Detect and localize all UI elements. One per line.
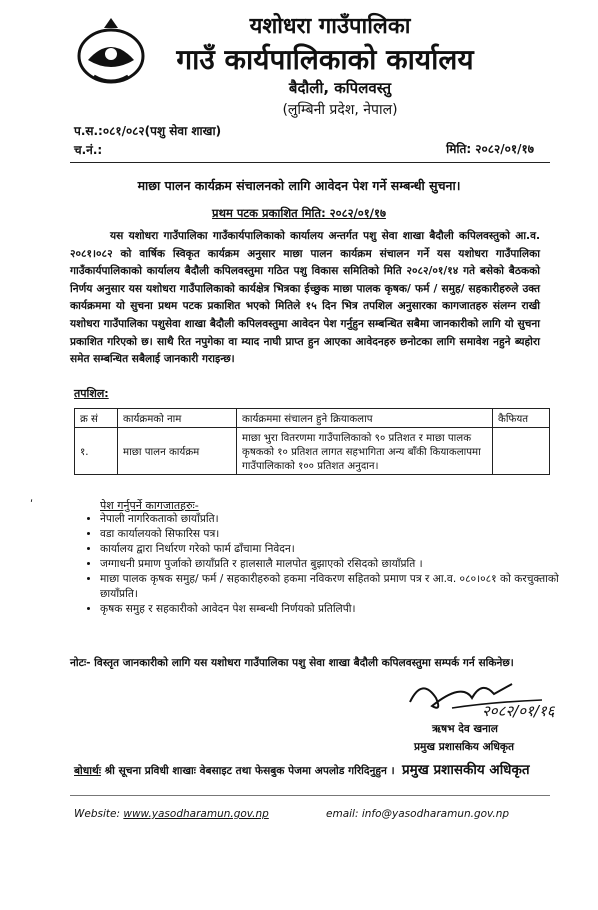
email-link[interactable]: info@yasodharamun.gov.np	[361, 808, 510, 820]
notice-subject: माछा पालन कार्यक्रम संचालनको लागि आवेदन पेश गर्ने सम्बन्धी सुचना।	[137, 178, 461, 193]
cell-serial: १.	[75, 428, 118, 475]
office-name: गाउँ कार्यपालिकाको कार्यालय	[176, 43, 474, 76]
col-activities: कार्यक्रममा संचालन हुने क्रियाकलाप	[237, 409, 493, 428]
cell-activities: माछा भुरा वितरणमा गाउँपालिकाको ९० प्रतिशत र माछा पालक कृषकको १० प्रतिशत लागत सहभागिता अन्य बाँकी कियाकलापमा गाउँपालिकाको १०० प्रतिशत अनुदान।	[237, 428, 493, 475]
office-location: बैदौली, कपिलवस्तु	[288, 79, 392, 97]
office-province: (लुम्बिनी प्रदेश, नेपाल)	[282, 102, 398, 118]
list-item: • कार्यालय द्वारा निर्धारण गरेको फार्म ढाँचामा निवेदन।	[100, 542, 570, 557]
signatory-title: प्रमुख प्रशासकिय अधिकृत	[414, 741, 515, 753]
footer-divider	[70, 795, 550, 796]
cell-program-name: माछा पालन कार्यक्रम	[118, 428, 237, 475]
publication-date: प्रथम पटक प्रकाशित मिति: २०८२/०१/१७	[212, 206, 386, 220]
table-header-row	[75, 409, 550, 428]
cell-remarks	[493, 428, 550, 475]
col-remarks: कैफियत	[493, 409, 550, 428]
signatory-name: ऋषभ देव खनाल	[432, 723, 498, 735]
website-label: Website:	[74, 808, 124, 820]
website-link[interactable]: www.yasodharamun.gov.np	[123, 808, 269, 820]
bodhartha-text: श्री सूचना प्रविधी शाखाः वेबसाइट तथा फेसबुक पेजमा अपलोड गरिदिनुहुन ।	[100, 765, 395, 777]
documents-list	[82, 512, 570, 617]
margin-mark: ʹ	[30, 498, 34, 511]
municipality-name: यशोधरा गाउँपालिका	[249, 14, 411, 39]
letter-date: मिति: २०८२/०१/१७	[446, 142, 534, 156]
note-text: नोटः- विस्तृत जानकारीको लागि यस यशोधरा गाउँपालिका पशु सेवा शाखा बैदौली कपिलवस्तुमा सम्पर्क गर्न सकिनेछ।	[70, 657, 514, 669]
documents-heading: पेश गर्नुपर्ने कागजातहरुः-	[100, 499, 199, 512]
header-divider	[70, 162, 550, 163]
list-item: • कृषक समुह र सहकारीको आवेदन पेश सम्बन्धी निर्णयको प्रतिलिपी।	[100, 602, 570, 617]
signature-scrawl	[402, 672, 578, 722]
list-item: • माछा पालक कृषक समुह/ फर्म / सहकारीहरुको हकमा नविकरण सहितको प्रमाण पत्र र आ.व. ०८०।०८१ को करचुक्ताको छायाँप्रति।	[100, 572, 570, 602]
col-program-name: कार्यक्रमको नाम	[118, 409, 237, 428]
bodhartha-label: बोधार्थः	[74, 765, 101, 777]
svg-text:२०८२/०१/१६: २०८२/०१/१६	[482, 702, 555, 720]
list-item: • जग्गाधनी प्रमाण पुर्जाको छायाँप्रति र हालसालै मालपोत बुझाएको रसिदको छायाँप्रति ।	[100, 557, 570, 572]
col-serial: क्र सं	[75, 409, 118, 428]
email-label: email:	[326, 808, 362, 820]
details-heading: तपशिल:	[74, 387, 109, 400]
program-table	[74, 408, 550, 475]
dispatch-number: च.नं.:	[74, 143, 103, 157]
footer-website	[74, 808, 269, 820]
list-item: • नेपाली नागरिकताको छायाँप्रति।	[100, 512, 570, 527]
notice-body: यस यशोधरा गाउँपालिका गाउँकार्यपालिकाको कार्यालय अन्तर्गत पशु सेवा शाखा बैदौली कपिलवस्तुको आ.व. २०८१।०८२ को वार्षिक स्विकृत कार्यक्रम अनुसार माछा पालन कार्यक्रम संचालन गर्ने यस यशोधरा गाउँपालिका गाउँकार्यपालिकाको कार्यालय बैदौली कपिलवस्तुमा गठित पशु विकास समितिको मिति २०८२/०१/१४ गते बसेको बैठकको निर्णय अनुसार यस यशोधरा गाउँपालिकाको कार्यक्षेत्र भित्रका ईच्छुक माछा पालक कृषक/ फर्म / समुह/ सहकारीहरुले उक्त कार्यक्रममा यो सुचना प्रथम पटक प्रकाशित भएको मितिले १५ दिन भित्र तपशिल अनुसारका कागजातहरु संलग्न राखी यशोधरा गाउँपालिका पशुसेवा शाखा बैदौली कपिलवस्तुमा आवेदन पेश गर्नुहुन सम्बन्धित सबैमा जानकारीको लागि यो सुचना प्रकाशित गरिएको छ। साथै रित नपुगेका वा म्याद नाघी प्राप्त हुन आएका आवेदनहरु छनोटका लागि समावेश नहुने ब्यहोरा समेत सम्बन्धित सबैलाई जानकारी गराइन्छ।	[70, 230, 540, 366]
reference-number: प.स.:०८१/०८२(पशु सेवा शाखा)	[74, 124, 222, 138]
bodhartha-line	[74, 764, 395, 778]
nepal-emblem-icon	[74, 16, 148, 86]
stamp-title: प्रमुख प्रशासकीय अधिकृत	[402, 762, 530, 778]
footer-email	[326, 808, 509, 820]
list-item: • वडा कार्यालयको सिफारिस पत्र।	[100, 527, 570, 542]
table-row	[75, 428, 550, 475]
